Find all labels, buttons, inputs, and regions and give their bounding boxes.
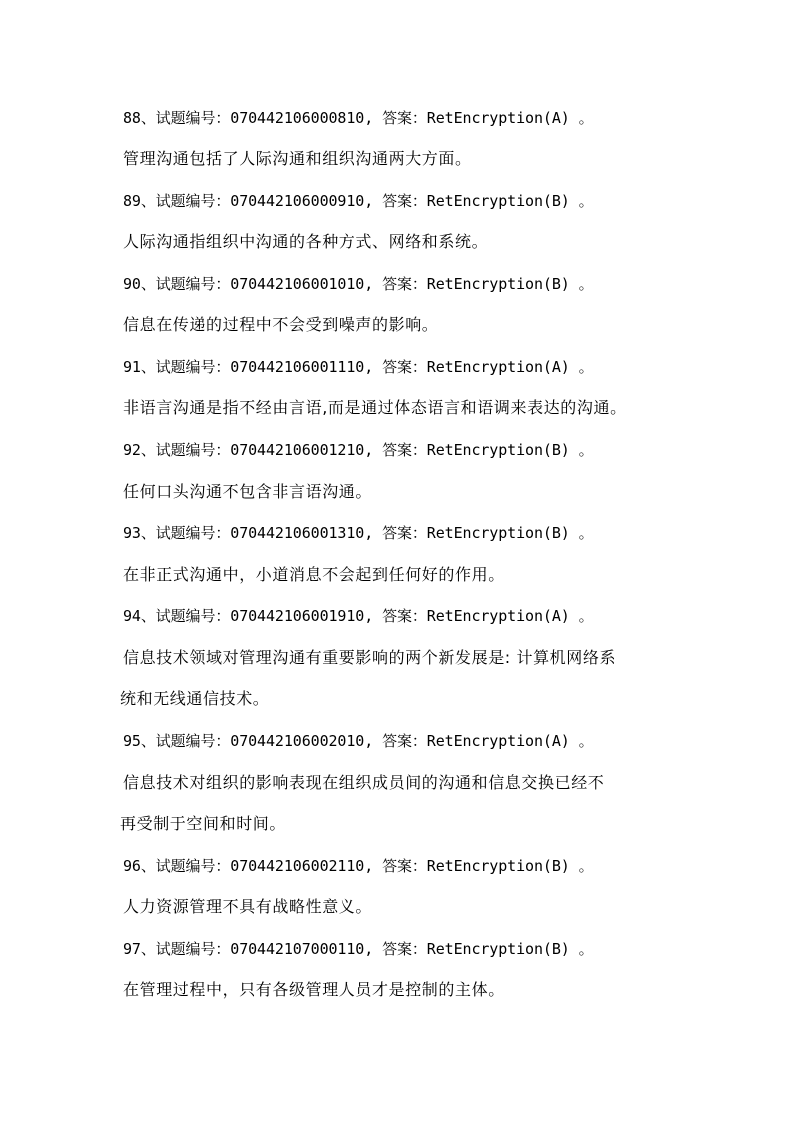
item-header: 91、试题编号：070442106001110, 答案：RetEncryption(A) 。 (123, 358, 594, 376)
item-statement: 管理沟通包括了人际沟通和组织沟通两大方面。 (123, 149, 472, 168)
item-statement: 信息技术领域对管理沟通有重要影响的两个新发展是: 计算机网络系 (123, 648, 617, 667)
item-statement: 信息在传递的过程中不会受到噪声的影响。 (123, 315, 439, 334)
item-header: 97、试题编号：070442107000110, 答案：RetEncryption(B) 。 (123, 940, 594, 958)
item-statement: 非语言沟通是指不经由言语,而是通过体态语言和语调来表达的沟通。 (123, 398, 627, 417)
item-statement-continued: 再受制于空间和时间。 (120, 814, 287, 833)
item-header: 89、试题编号：070442106000910, 答案：RetEncryption(B) 。 (123, 192, 594, 210)
item-header: 90、试题编号：070442106001010, 答案：RetEncryption(B) 。 (123, 275, 594, 293)
item-statement: 任何口头沟通不包含非言语沟通。 (123, 482, 373, 501)
item-header: 93、试题编号：070442106001310, 答案：RetEncryption(B) 。 (123, 524, 594, 542)
item-header: 95、试题编号：070442106002010, 答案：RetEncryption(A) 。 (123, 732, 594, 750)
item-header: 88、试题编号：070442106000810, 答案：RetEncryption(A) 。 (123, 109, 594, 127)
item-statement: 人际沟通指组织中沟通的各种方式、网络和系统。 (123, 232, 489, 251)
item-statement: 信息技术对组织的影响表现在组织成员间的沟通和信息交换已经不 (123, 773, 605, 792)
item-statement: 人力资源管理不具有战略性意义。 (123, 897, 373, 916)
item-statement-continued: 统和无线通信技术。 (120, 689, 270, 708)
item-header: 94、试题编号：070442106001910, 答案：RetEncryption(A) 。 (123, 607, 594, 625)
item-statement: 在非正式沟通中，小道消息不会起到任何好的作用。 (123, 565, 505, 584)
item-header: 92、试题编号：070442106001210, 答案：RetEncryption(B) 。 (123, 441, 594, 459)
item-header: 96、试题编号：070442106002110, 答案：RetEncryption(B) 。 (123, 857, 594, 875)
item-statement: 在管理过程中，只有各级管理人员才是控制的主体。 (123, 980, 505, 999)
